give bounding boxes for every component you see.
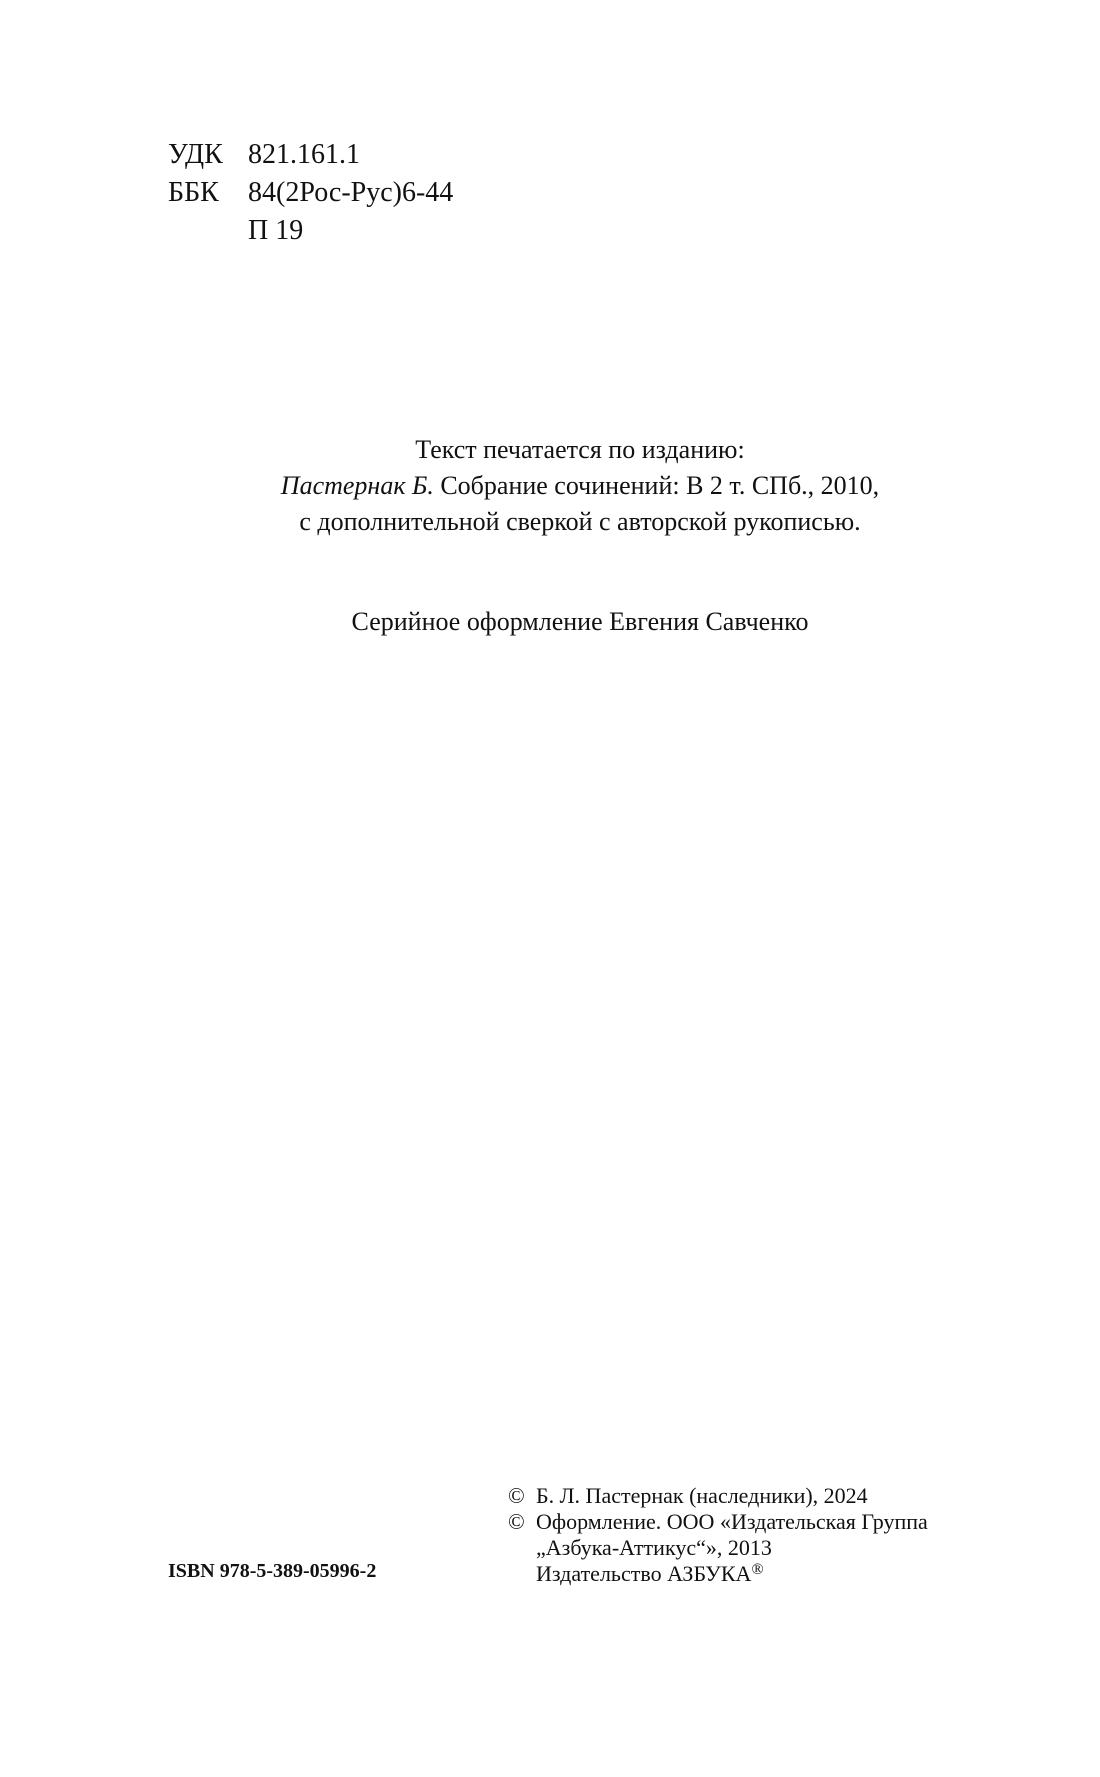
- source-note-line-1: Текст печатается по изданию:: [415, 435, 745, 464]
- udk-value: 821.161.1: [248, 139, 360, 170]
- bbk-label: ББК: [168, 177, 219, 208]
- udk-label: УДК: [168, 139, 223, 170]
- classification-block: [168, 136, 453, 250]
- copyright-icon: ©: [508, 1483, 525, 1508]
- author-mark-spacer: [168, 212, 248, 250]
- isbn: ISBN 978-5-389-05996-2: [168, 1560, 377, 1582]
- copyright-design-continued: „Азбука-Аттикус“», 2013: [536, 1535, 772, 1560]
- publisher-name-text: Издательство АЗБУКА: [536, 1561, 752, 1586]
- source-note-line-2: [0, 468, 1100, 504]
- copyright-design: [508, 1509, 928, 1535]
- author-mark-row: [168, 212, 453, 250]
- source-edition-note: [0, 432, 1100, 540]
- copyright-heirs-text: Б. Л. Пастернак (наследники), 2024: [536, 1483, 868, 1508]
- bbk-value: 84(2Рос-Рус)6-44: [248, 177, 454, 208]
- source-edition-title: Собрание сочинений: В 2 т. СПб., 2010,: [433, 471, 880, 500]
- copyright-icon: ©: [508, 1509, 525, 1534]
- publisher-name: [508, 1561, 928, 1587]
- copyright-heirs: [508, 1483, 928, 1509]
- copyright-block: [508, 1483, 928, 1587]
- bbk-row: [168, 174, 453, 212]
- series-design-credit: Серийное оформление Евгения Савченко: [351, 607, 809, 636]
- copyright-design-text: Оформление. ООО «Издательская Группа: [536, 1509, 928, 1534]
- source-author: Пастернак Б.: [280, 471, 434, 500]
- udk-row: [168, 136, 453, 174]
- registered-trademark-icon: ®: [751, 1561, 764, 1578]
- author-mark: П 19: [248, 215, 304, 246]
- source-note-line-3: с дополнительной сверкой с авторской рукописью.: [299, 507, 861, 536]
